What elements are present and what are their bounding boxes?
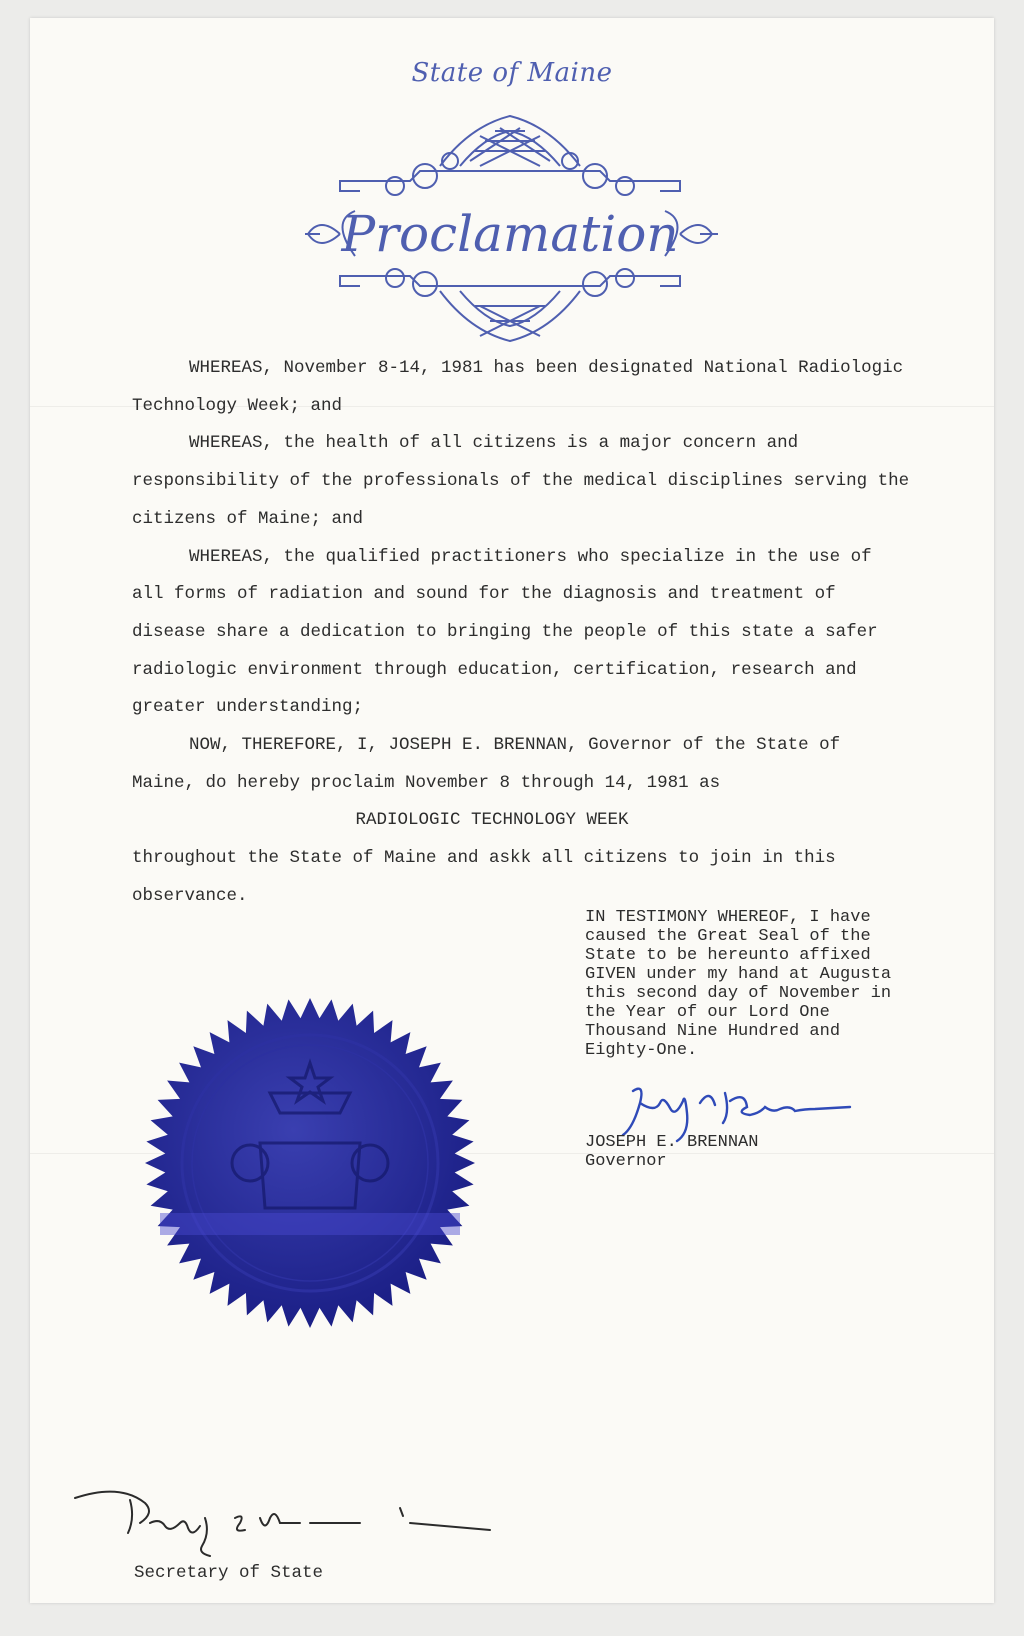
state-heading: State of Maine (411, 58, 613, 88)
great-seal (140, 993, 480, 1333)
testimony-block: IN TESTIMONY WHEREOF, I have caused the Great Seal of the State to be hereunto affixed GIVEN under my hand at Augusta this second day of November in the Year of our Lord One Thousand Nine Hundred and Eighty-One. (585, 908, 892, 1060)
seal-star-edge (145, 998, 475, 1328)
governor-block (585, 1133, 758, 1171)
proclamation-ornament (300, 106, 720, 346)
governor-name: JOSEPH E. BRENNAN (585, 1133, 759, 1152)
closing-paragraph: throughout the State of Maine and askk all citizens to join in this observance. (132, 848, 836, 906)
week-title: RADIOLOGIC TECHNOLOGY WEEK (355, 810, 629, 831)
proclamation-title: Proclamation (341, 205, 679, 263)
therefore-paragraph: NOW, THEREFORE, I, JOSEPH E. BRENNAN, Governor of the State of Maine, do hereby proclaim November 8 through 14, 1981 as (132, 735, 841, 793)
whereas-paragraph-1: WHEREAS, November 8-14, 1981 has been designated National Radiologic Technology Week; and (132, 358, 904, 416)
secretary-signature (70, 1478, 510, 1568)
whereas-paragraph-2: WHEREAS, the health of all citizens is a major concern and responsibility of the professionals of the medical disciplines serving the citizens of Maine; and (132, 433, 910, 529)
proclamation-body (132, 350, 912, 916)
whereas-paragraph-3: WHEREAS, the qualified practitioners who specialize in the use of all forms of radiation and sound for the diagnosis and treatment of disease share a dedication to bringing the people of this state a safer radiologic environment through education, certification, research and greater understanding; (132, 546, 878, 718)
secretary-title: Secretary of State (134, 1563, 324, 1583)
proclamation-document (30, 18, 994, 1603)
governor-title: Governor (585, 1152, 667, 1171)
